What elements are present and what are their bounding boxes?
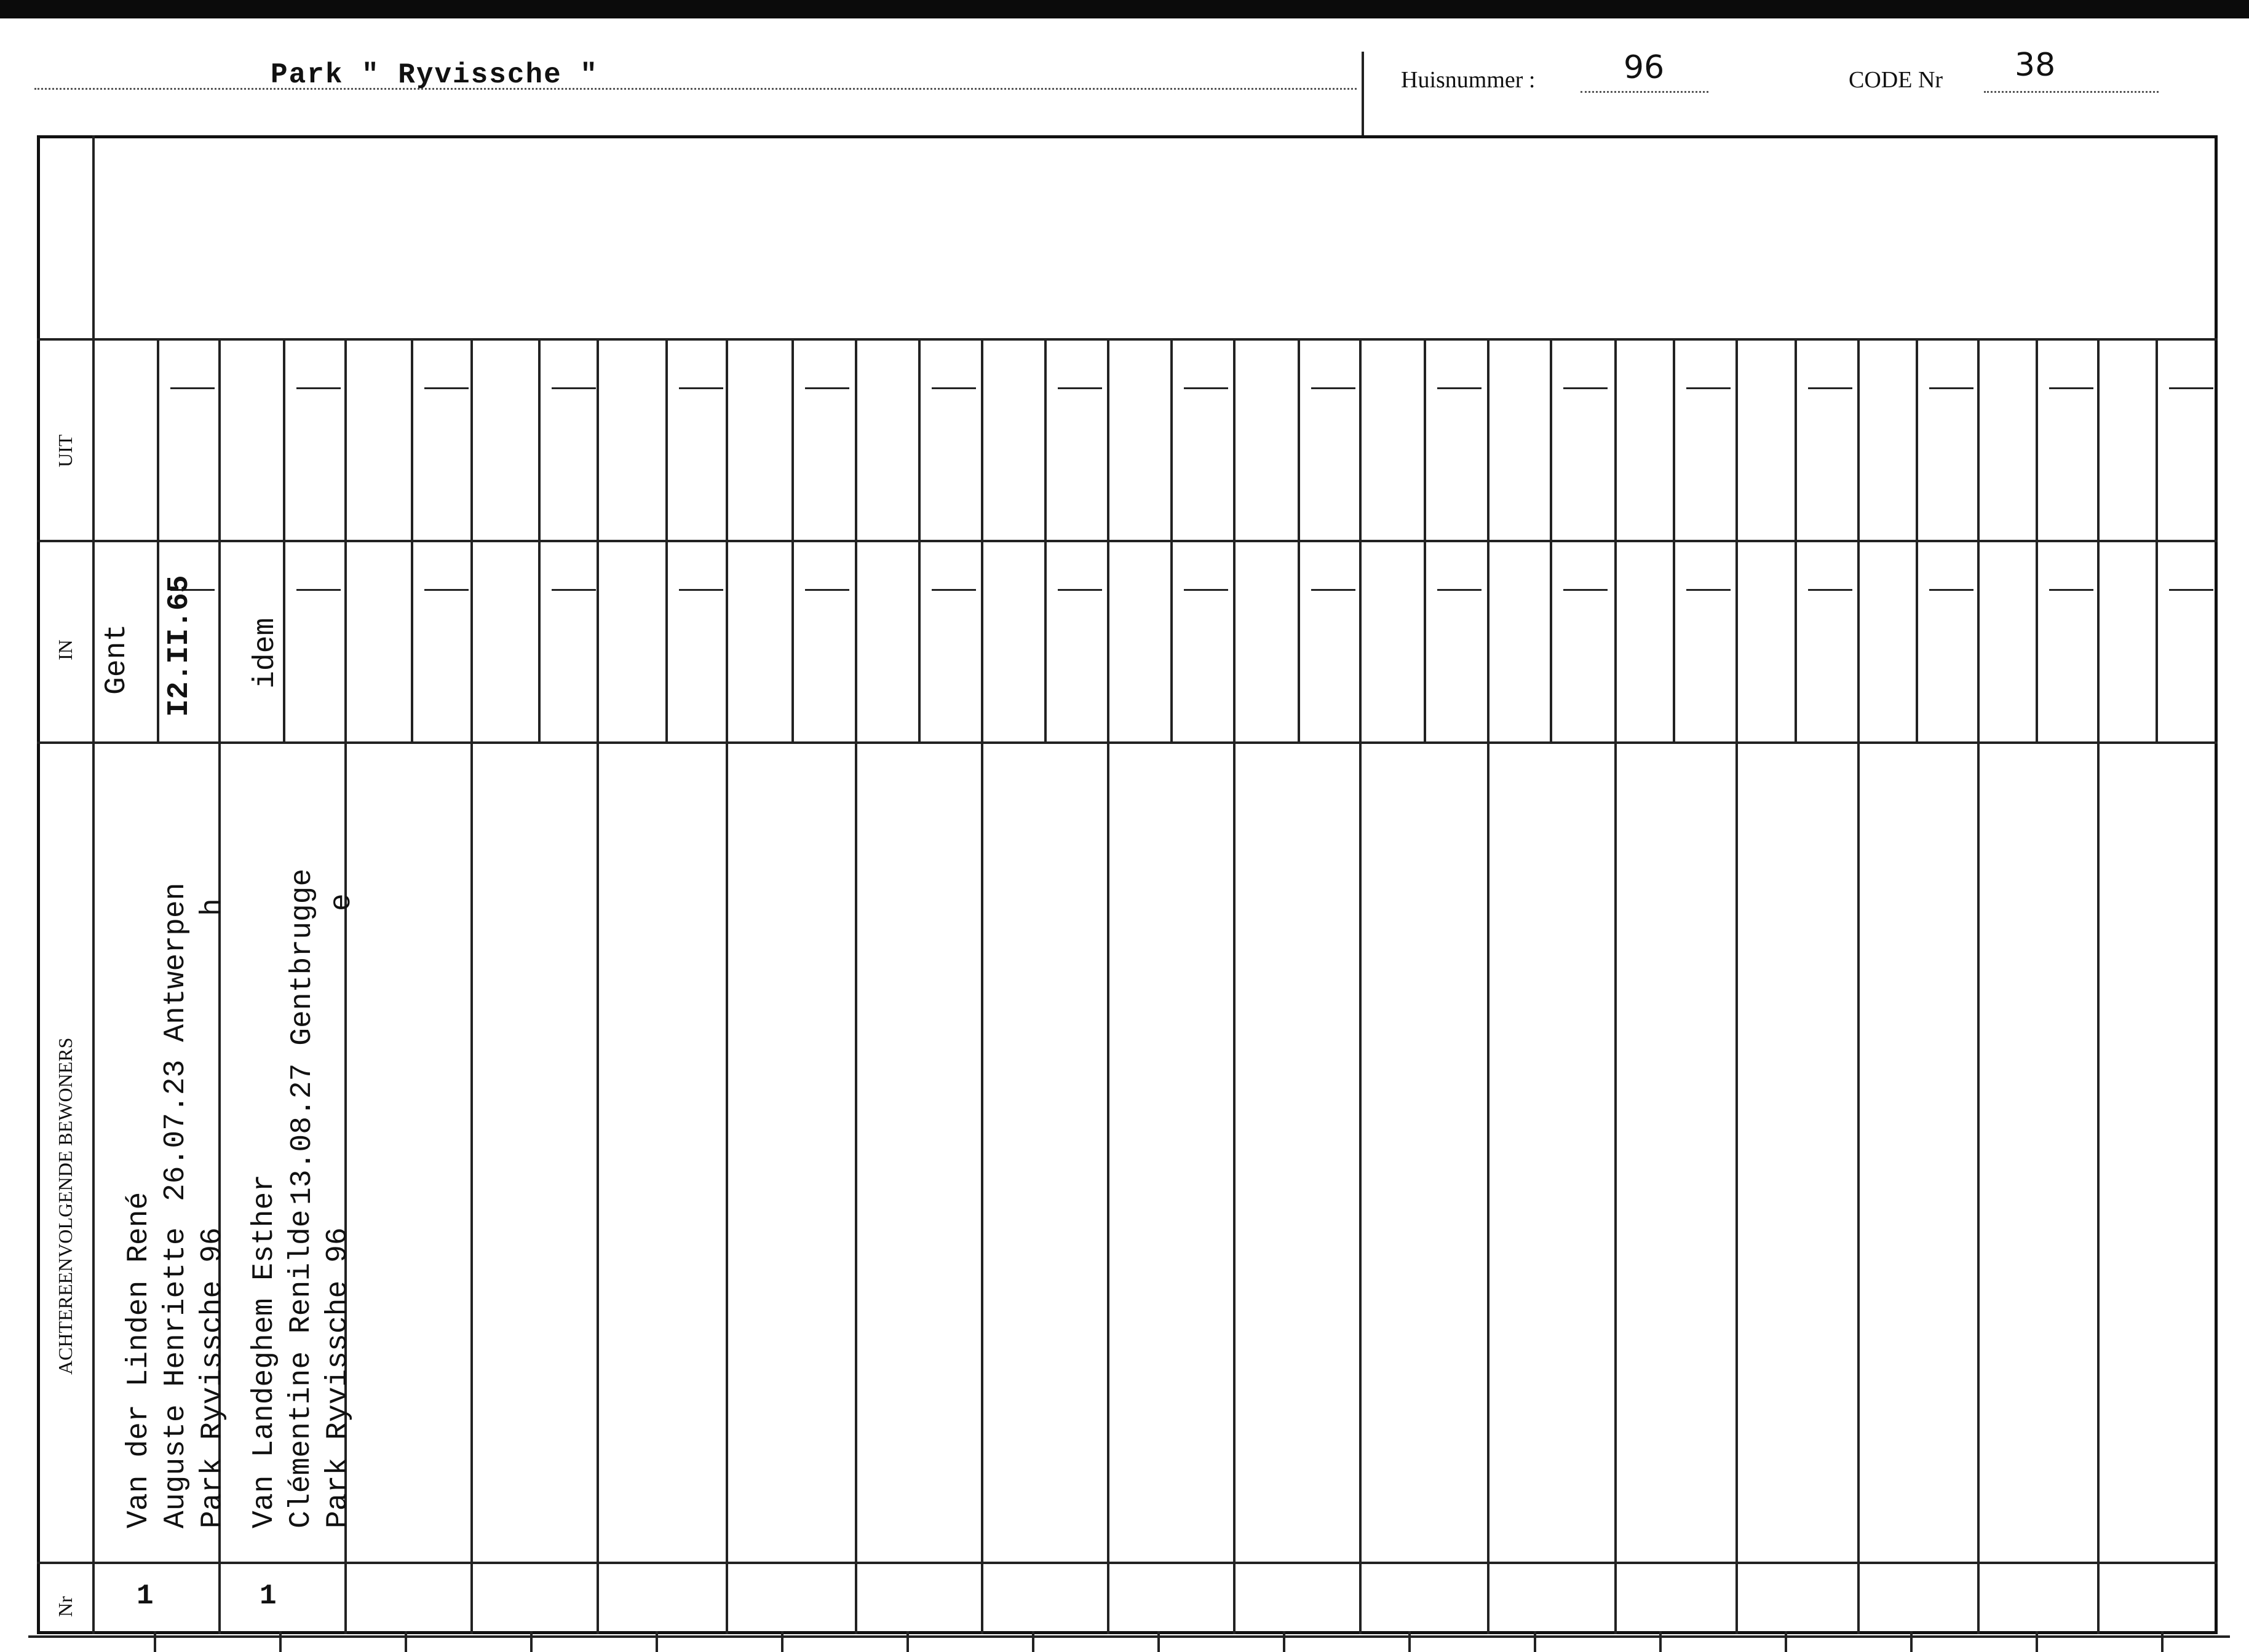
entry-2-in-place: idem [249,617,282,689]
sub-column-divider [918,338,921,741]
header-divider [1362,52,1364,135]
empty-dash [296,589,341,591]
house-number-label: Huisnummer : [1401,67,1536,93]
empty-dash [1563,589,1608,591]
bottom-tick [2036,1631,2038,1652]
empty-dash [2049,589,2093,591]
empty-dash [1563,387,1608,389]
bottom-tick [781,1631,783,1652]
empty-dash [296,387,341,389]
entry-2-resident-line-1: Van Landeghem Esther [248,1174,281,1528]
street-name: Park " Ryvissche " [271,59,598,91]
bottom-tick [279,1631,282,1652]
empty-dash [1929,387,1973,389]
empty-dash [1058,589,1102,591]
empty-dash [552,589,596,591]
entry-2-resident [246,1174,357,1528]
bottom-tick [656,1631,658,1652]
bottom-tick [405,1631,407,1652]
column-divider [855,338,857,1634]
register-table [37,135,2218,1634]
row-divider-uit-top [37,338,2218,341]
empty-dash [2169,387,2213,389]
label-in: IN [54,639,76,660]
empty-dash [170,387,215,389]
sub-column-divider [1550,338,1552,741]
empty-dash [1184,387,1228,389]
row-divider-in-top [37,540,2218,542]
bottom-tick [1659,1631,1662,1652]
bottom-tick [530,1631,533,1652]
column-divider [1614,338,1617,1634]
empty-dash [1686,589,1731,591]
entry-1-nr: 1 [137,1580,154,1612]
empty-dash [2049,387,2093,389]
empty-dash [1311,589,1355,591]
sub-column-divider [1044,338,1047,741]
entry-2-resident-line-2: Clémentine Renilde [285,1209,318,1528]
bottom-strip-line [28,1635,2230,1638]
code-label: CODE Nr [1849,67,1943,93]
column-divider [1735,338,1738,1634]
entry-1-in-place: Gent [100,623,133,695]
column-divider [1359,338,1362,1634]
empty-dash [1437,589,1481,591]
sub-column-divider [2036,338,2038,741]
sub-column-divider [1298,338,1300,741]
sub-column-divider [791,338,794,741]
entry-1-birth: 26.07.23 Antwerpen [159,882,192,1201]
bottom-tick [1910,1631,1913,1652]
entry-1-in-date: I2.II.65 [163,575,196,717]
column-divider [1233,338,1236,1634]
bottom-tick [2161,1631,2164,1652]
empty-dash [932,387,976,389]
house-number-value: 96 [1624,49,1665,86]
label-uit: UIT [54,434,76,467]
empty-dash [932,589,976,591]
entry-2-mark: e [325,893,359,911]
column-divider [1857,338,1860,1634]
empty-dash [2169,589,2213,591]
empty-dash [805,387,849,389]
empty-dash [679,589,723,591]
code-value: 38 [2015,47,2056,84]
sub-column-divider [665,338,668,741]
bottom-tick [1283,1631,1285,1652]
empty-dash [1184,589,1228,591]
sub-column-divider [1916,338,1918,741]
sub-column-divider [2156,338,2158,741]
bottom-tick [154,1631,156,1652]
empty-dash [424,387,469,389]
code-dotted-line [1984,91,2159,93]
entry-1-mark: h [196,898,229,916]
entry-1-resident-line-1: Van der Linden René [122,1192,156,1528]
sub-column-divider [1424,338,1426,741]
label-column-border [92,135,95,1634]
sub-column-divider [1673,338,1675,741]
column-divider [1977,338,1980,1634]
empty-dash [552,387,596,389]
empty-dash [1311,387,1355,389]
empty-dash [679,387,723,389]
label-residents: ACHTEREENVOLGENDE BEWONERS [54,1037,76,1375]
bottom-tick [1157,1631,1160,1652]
entry-1-resident-line-3: Park Ryvissche 96 [196,1227,229,1528]
bottom-tick [1534,1631,1536,1652]
empty-dash [1808,387,1852,389]
bottom-tick [1408,1631,1411,1652]
bottom-tick [906,1631,909,1652]
empty-dash [424,589,469,591]
entry-2-birth: 13.08.27 Gentbrugge [286,868,319,1205]
bottom-tick [1785,1631,1787,1652]
house-number-dotted-line [1581,91,1708,93]
sub-column-divider [538,338,541,741]
entry-1-resident-line-2: Auguste Henriette [159,1227,192,1528]
row-divider-residents-top [37,741,2218,744]
sub-column-divider [411,338,413,741]
empty-dash [1686,387,1731,389]
label-nr: Nr [54,1596,76,1617]
entry-2-nr: 1 [260,1580,277,1612]
empty-dash [1808,589,1852,591]
column-divider [597,338,599,1634]
entry-2-resident-line-3: Park Ryvissche 96 [322,1227,355,1528]
column-divider [981,338,983,1634]
sub-column-divider [1795,338,1797,741]
row-divider-nr-top [37,1562,2218,1564]
column-divider [726,338,728,1634]
column-divider [2097,338,2100,1634]
sub-column-divider [1170,338,1173,741]
street-dotted-line [34,88,1357,90]
empty-dash [1058,387,1102,389]
empty-dash [1929,589,1973,591]
bottom-tick [1032,1631,1034,1652]
column-divider [1487,338,1489,1634]
empty-dash [1437,387,1481,389]
column-divider [470,338,473,1634]
empty-dash [805,589,849,591]
entry-1-resident [121,1192,231,1528]
sub-column-divider [157,338,159,741]
column-divider [1107,338,1109,1634]
scan-top-edge [0,0,2249,18]
